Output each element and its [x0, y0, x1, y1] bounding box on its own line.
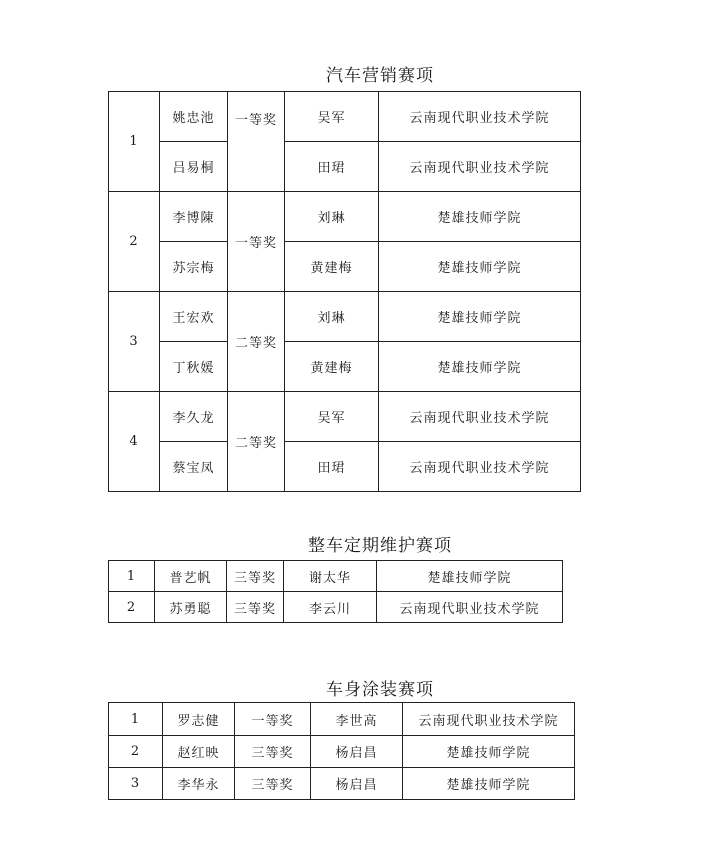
- school-name: 云南现代职业技术学院: [403, 703, 575, 736]
- school-name: 楚雄技师学院: [379, 292, 581, 342]
- team-number: 4: [109, 392, 160, 492]
- school-name: 云南现代职业技术学院: [379, 392, 581, 442]
- school-name: 楚雄技师学院: [377, 561, 563, 592]
- results-table-body-painting: [108, 702, 575, 800]
- student-name: 姚忠池: [160, 92, 228, 142]
- school-name: 楚雄技师学院: [379, 192, 581, 242]
- award-level: 一等奖: [228, 192, 285, 292]
- award-level: 三等奖: [227, 592, 284, 623]
- award-level: 三等奖: [235, 736, 311, 768]
- teacher-name: 谢太华: [284, 561, 377, 592]
- section-title-body-painting: 车身涂装赛项: [326, 680, 434, 700]
- teacher-name: 吴军: [285, 92, 379, 142]
- student-name: 李博陳: [160, 192, 228, 242]
- team-number: 2: [109, 736, 163, 768]
- table-row: [109, 442, 581, 492]
- school-name: 云南现代职业技术学院: [379, 142, 581, 192]
- table-row: [109, 592, 563, 623]
- award-level: 三等奖: [235, 768, 311, 800]
- table-row: [109, 342, 581, 392]
- teacher-name: 吴军: [285, 392, 379, 442]
- results-table-auto-marketing: [108, 91, 581, 492]
- student-name: 罗志健: [163, 703, 235, 736]
- teacher-name: 田珺: [285, 442, 379, 492]
- student-name: 苏宗梅: [160, 242, 228, 292]
- table-row: [109, 392, 581, 442]
- award-level: 二等奖: [228, 292, 285, 392]
- award-level: 二等奖: [228, 392, 285, 492]
- student-name: 丁秋媛: [160, 342, 228, 392]
- table-row: [109, 292, 581, 342]
- student-name: 蔡宝凤: [160, 442, 228, 492]
- teacher-name: 李世高: [311, 703, 403, 736]
- table-row: [109, 703, 575, 736]
- teacher-name: 李云川: [284, 592, 377, 623]
- school-name: 楚雄技师学院: [403, 768, 575, 800]
- school-name: 云南现代职业技术学院: [379, 442, 581, 492]
- award-level: 三等奖: [227, 561, 284, 592]
- table-row: [109, 736, 575, 768]
- student-name: 王宏欢: [160, 292, 228, 342]
- student-name: 苏勇聪: [155, 592, 227, 623]
- teacher-name: 田珺: [285, 142, 379, 192]
- team-number: 1: [109, 561, 155, 592]
- student-name: 赵红映: [163, 736, 235, 768]
- table-row: [109, 768, 575, 800]
- section-title-vehicle-maintenance: 整车定期维护赛项: [308, 536, 452, 556]
- student-name: 普艺帆: [155, 561, 227, 592]
- student-name: 吕易桐: [160, 142, 228, 192]
- team-number: 3: [109, 292, 160, 392]
- school-name: 楚雄技师学院: [379, 242, 581, 292]
- results-table-vehicle-maintenance: [108, 560, 563, 623]
- teacher-name: 刘琳: [285, 292, 379, 342]
- student-name: 李久龙: [160, 392, 228, 442]
- teacher-name: 黄建梅: [285, 342, 379, 392]
- school-name: 云南现代职业技术学院: [377, 592, 563, 623]
- team-number: 1: [109, 92, 160, 192]
- table-row: [109, 92, 581, 142]
- team-number: 3: [109, 768, 163, 800]
- student-name: 李华永: [163, 768, 235, 800]
- award-level: 一等奖: [235, 703, 311, 736]
- table-row: [109, 242, 581, 292]
- school-name: 楚雄技师学院: [403, 736, 575, 768]
- school-name: 云南现代职业技术学院: [379, 92, 581, 142]
- team-number: 2: [109, 592, 155, 623]
- table-row: [109, 142, 581, 192]
- teacher-name: 杨启昌: [311, 768, 403, 800]
- table-row: [109, 561, 563, 592]
- section-title-auto-marketing: 汽车营销赛项: [326, 66, 434, 86]
- teacher-name: 黄建梅: [285, 242, 379, 292]
- teacher-name: 杨启昌: [311, 736, 403, 768]
- teacher-name: 刘琳: [285, 192, 379, 242]
- award-level: 一等奖: [228, 92, 285, 192]
- table-row: [109, 192, 581, 242]
- team-number: 2: [109, 192, 160, 292]
- team-number: 1: [109, 703, 163, 736]
- school-name: 楚雄技师学院: [379, 342, 581, 392]
